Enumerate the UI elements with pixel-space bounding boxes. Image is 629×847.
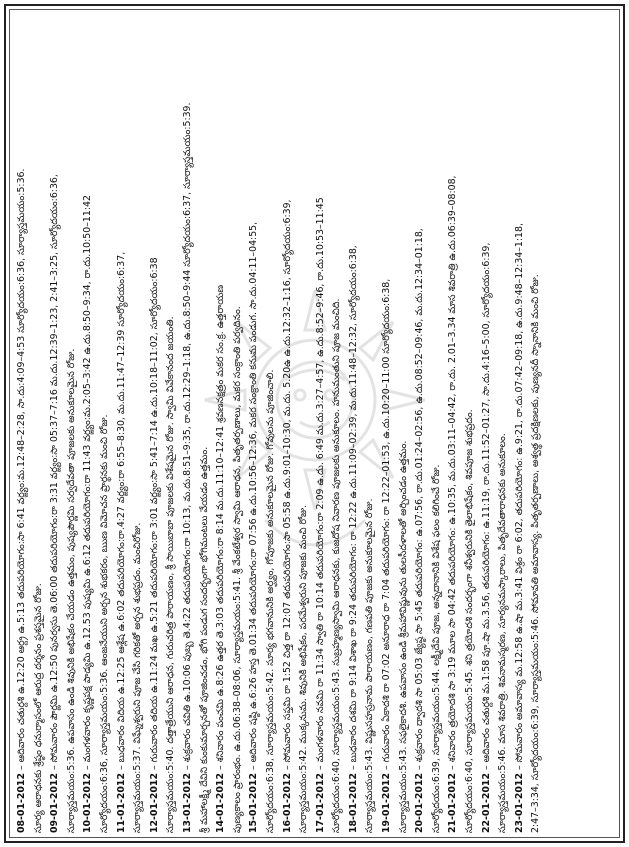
entry-date: 09-01-2012 xyxy=(49,773,61,833)
entry-line-1 xyxy=(512,13,529,833)
entry-details: – మంగళవారం నవమి రా 11:34 స్వాతి రా 10:14 తదుపరియోగం:రా 2:09 ఉ.దు. 6:49 మ.దు.3:27–4:57, ఉ.దు.8:52–9:46, రా.దు.10:53–11:45 xyxy=(314,197,326,771)
entry-line-2: సూర్యోదయం:6:40, సూర్యాస్తమయం:5:43. సుబ్రహ్మణ్యస్వామి ఆరాధనకు, కుజదోష నివారణ పూజలకు అనుకూలం. హనుమంతుని పూజ మంచిది. xyxy=(331,298,343,833)
entry-date: 20-01-2012 xyxy=(414,773,426,833)
entry-date: 14-01-2012 xyxy=(215,773,227,833)
entry-line-1 xyxy=(147,13,164,833)
entry-details: – గురువారం ఏకాదశి రా 07:02 అనూరాధ రా 7:04 తదుపరియోగం: రా 12:22–01:53, ఉ.దు.10:20–11:00 సూర్యోదయం:6:38, xyxy=(381,278,393,771)
entry-date: 12-01-2012 xyxy=(148,773,160,833)
entry-line-2: సూర్యాస్తమయం:5:37. విఘ్నేశ్వరుని పూజ చేసి గరికతో అర్చన శుభప్రదం. మంచిరోజు. xyxy=(132,522,144,833)
entry-date: 16-01-2012 xyxy=(281,773,293,833)
entry-line-1 xyxy=(47,13,64,833)
entry-line-2: సూర్యాస్తమయం:5:40. దత్తాత్రేయుని ఆరాధన, గురుచరిత్ర పారాయణం, శ్రీ సాయిబాబా పూజలకు విశేషమైన రోజు. స్వామి వివేకానంద జయంతి. xyxy=(165,316,177,833)
entry-line-1 xyxy=(180,13,197,833)
entry-details: – గురువారం తదియ ఉ.11:24 మఖ ఉ.5:21 తదుపరియోగం:రా 3:01 వర్జ్యం:సా 5:41–7:14 ఉ.దు.10:18–11:02, సూర్యోదయం:6:38 xyxy=(148,257,160,771)
entry-line-2: సూర్యాస్తమయం:5:43. విష్ణుసహస్రనామ పారాయణం, గణపతి పూజకు అనుకూలమైన రోజు. xyxy=(364,498,376,833)
entry-date: 11-01-2012 xyxy=(115,773,127,833)
entry-line-1 xyxy=(114,13,131,833)
entry-details: – శనివారం పంచమి ఉ.8:26 ఉత్తర తె.3:03 తదుపరియోగం:రా 8:14 మ.దు.11:10–12:41 శ్రవణనక్షత్రం మకర సం.క్ర. ఉత్తరాయణ xyxy=(215,284,227,771)
entry-line-2: సూర్యాస్తమయం:5:36. ఉపవాసం ఉండి శివునికి అభిషేకం చేయడం ఉత్తమం, పుష్యపౌర్ణమి సర్వదేవతా పూజలకు అనుకూలమైన రోజు. xyxy=(65,348,77,833)
entry-line-1 xyxy=(379,13,396,833)
entry-details: – శనివారం త్రయోదశి సా 3:19 మూల సా 04:42 తదుపరియోగం: ఉ.10:35, మ.దు.03:11–04:42, రా.దు. 2.01–3.34 మాస శివరాత్రి ఉ.దు.06:39–08:08, xyxy=(447,175,459,771)
entry-line-1 xyxy=(14,13,31,833)
entry-date: 22-01-2012 xyxy=(480,773,492,833)
entry-date: 08-01-2012 xyxy=(16,773,27,833)
entry-date: 19-01-2012 xyxy=(381,773,393,833)
entry-line-1 xyxy=(80,13,97,833)
entry-line-1 xyxy=(213,13,230,833)
entry-details: – సోమవారం పౌర్ణమి ఉ.12:50 పునర్వసు తె.06:00 తదుపరియోగం:రా 3:31 వర్జ్యం:సా 05:37–7:16 మ.దు.12:39–1:23, 2:41–3:25, సూర్యోదయం:6:36, xyxy=(49,174,61,771)
entry-details: – సోమవారం సప్తమి రా 1:52 చిత్త రా 12:07 తదుపరియోగం:సా 05:58 ఉ.దు.9:01–10:30, మ.దు. 5.20ఉ ఉ.దు.12:32–1:16, సూర్యోదయం:6:39, xyxy=(281,199,293,771)
entry-details: – బుధవారం దశమి రా 9:14 విశాఖ రా 9:24 తదుపరియోగం: రా 12:22 ఉ.దు.11:09–02:39, మ.దు.11:48–12:32, సూర్యోదయం:6:38, xyxy=(347,245,359,771)
entry-line-1 xyxy=(412,13,429,833)
entry-details: – ఆదివారం చతుర్దశి మ.1:58 పూ.షా మ.3.56, తదుపరియోగం: ఉ.11:19, రా.దు.11:52–01:27, సా.దు.4:16–5:00, సూర్యోదయం:6:39, xyxy=(480,242,492,771)
entry-line-2: సూర్యాస్తమయం:5:43. సఫలైకాదశి. ఉపవాసం ఉండి శ్రీమహావిష్ణువును తులసీదళాలతో అర్చించడం ఉత్తమం. xyxy=(397,440,409,833)
entry-date: 17-01-2012 xyxy=(314,773,326,833)
entry-date: 18-01-2012 xyxy=(347,773,359,833)
entry-line-2: సూర్యోదయం:6:39, సూర్యాస్తమయం:5:44. లక్ష్మీదేవి పూజ, అన్నదానానికి విశేష ఫలం కలిగించే రోజు. xyxy=(430,464,442,833)
entry-line-2: సూర్యాస్తమయం:5:46. మాస శివరాత్రి. శివనామస్మరణ, సూర్యనమస్కారాలు, పితృదేవతారాధనకు అనుకూలం. xyxy=(497,433,509,833)
entry-line-1 xyxy=(280,13,297,833)
entry-date: 10-01-2012 xyxy=(82,773,94,833)
entry-date: 15-01-2012 xyxy=(248,773,260,833)
entry-date: 23-01-2012 xyxy=(513,773,525,833)
panchangam-entries xyxy=(14,13,614,833)
entry-line-2: 2:47–3:34, సూర్యోదయం:6:39, సూర్యాస్తమయం:5:46. సోమావతి అమావాస్య. పితృతర్పణాలు, అశ్వత్థ ప్రదక్షిణలకు, పుణ్యనదీ స్నానానికి మంచి రోజు. xyxy=(530,274,542,833)
entry-line-1 xyxy=(479,13,496,833)
entry-line-2: సూర్యాస్తమయం:5:42. ముక్కనుమ. శివునికి అభిషేకం, పరమేశ్వరుని పూజకు మంచి రోజు. xyxy=(298,504,310,833)
entry-line-1 xyxy=(346,13,363,833)
entry-line-2: సూర్య ఆరాధనకు శ్రేష్ఠం ధనుర్మాసంలో ఆరుద్ర దర్శనం ప్రశస్తమైన రోజు. xyxy=(32,583,44,833)
entry-line-2: శ్రీ మహాలక్ష్మీ దేవిని కుంకుమార్చనతో పూజించడం, భోగి పండుగ సందర్భంగా భోగిమంటలు వేయడం ఉత్తమం. xyxy=(198,446,210,833)
entry-details: – ఆదివారం షష్ఠి ఉ.6:26 హస్త తె.01:34 తదుపరియోగం:రా 07:56 ఉ.దు.10:56–12:36, మకర సంక్రాంతి కనుమ పండుగ. సా.దు.04:11–04:55, xyxy=(248,221,260,771)
entry-line-2: సూర్యోదయం:6:36, సూర్యాస్తమయం:5:36. ఆంజనేయుని అర్చన శుభకరం, ఋణ విమోచన ప్రార్థనకు మంచి రోజు. xyxy=(98,414,110,833)
entry-line-2: పుణ్యకాలం ప్రారంభం. ఉ.దు.06:38–08:06, సూర్యాస్తమయం:5:41. శ్రీ వేంకటేశ్వర స్వామి ఆరాధన, పితృతర్పణాలు, మకర సంక్రాంతి పర్వదినం. xyxy=(231,306,243,833)
entry-details: – సోమవారం అమావాస్య మ.12:58 ఉ.షా మ.3:41 విశ్రం రా 6:02, తదుపరియోగం: ఉ.9:21, రా.దు.07:42–09:18, ఉ.దు.9:48–12:34–1:18, xyxy=(513,223,525,771)
entry-details: – శుక్రవారం చవితి ఉ.10:06 పుబ్బ తె.4:22 తదుపరియోగం:రా 10:13, మ.దు.8:51–9:35, రా.దు.12:29–1:18, ఉ.దు.8:50–9:44 సూర్యోదయం:6:37, సూర్యాస్తమయం:5:39. xyxy=(181,102,193,771)
entry-line-1 xyxy=(445,13,462,833)
entry-details: – ఆదివారం చతుర్దశి ఉ.12:20 ఆర్ద్ర ఉ.5:13 తదుపరియోగం:సా 6:41 వర్జ్యం:మ.12:48–2:28, సా.దు:4:09–4:53 సూర్యోదయం:6:36, సూర్యాస్తమయం:5:36. xyxy=(16,168,27,771)
entry-line-1 xyxy=(246,13,263,833)
entry-details: – శుక్రవారం ద్వాదశి సా 05:03 జ్యేష్ఠ సా 5:45 తదుపరియోగం: ఉ.07:56, రా.దు.01:24–02:56, ఉ.దు.08:52–09:46, మ.దు.12:34–01:18, xyxy=(414,228,426,771)
entry-details: – బుధవారం విదియ ఉ.12:25 ఆశ్లేష ఉ.6:02 తదుపరియోగం:రా.4:27 వర్జ్యం:రా 6:55–8:30, మ.దు.11:47–12:39 సూర్యోదయం:6:37, xyxy=(115,251,127,771)
entry-line-1 xyxy=(313,13,330,833)
entry-line-2: సూర్యోదయం:6:38, సూర్యాస్తమయం:5:42. సూర్య భగవానునికి అర్ఘ్యం, గోపూజకు అనుకూలమైన రోజు. గోవులను పూజించాలి. xyxy=(264,369,276,833)
entry-line-2: సూర్యోదయం:6:40, సూర్యాస్తమయం:5:45. శని త్రయోదశి సందర్భంగా శనీశ్వరునికి తైలాభిషేకం, శివపూజ శుభప్రదం. xyxy=(464,409,476,833)
entry-details: – మంగళవారం కృష్ణపక్ష పాడ్యమి ఉ.12.53 పుష్యమి ఉ.6:12 తదుపరియోగం:రా 11:43 వర్జ్యం:మ.2:05–3:42 ఉ.దు.8:50–9:34, రా.దు.10:50–11:42 xyxy=(82,195,94,771)
entry-date: 13-01-2012 xyxy=(181,773,193,833)
entry-date: 21-01-2012 xyxy=(447,773,459,833)
